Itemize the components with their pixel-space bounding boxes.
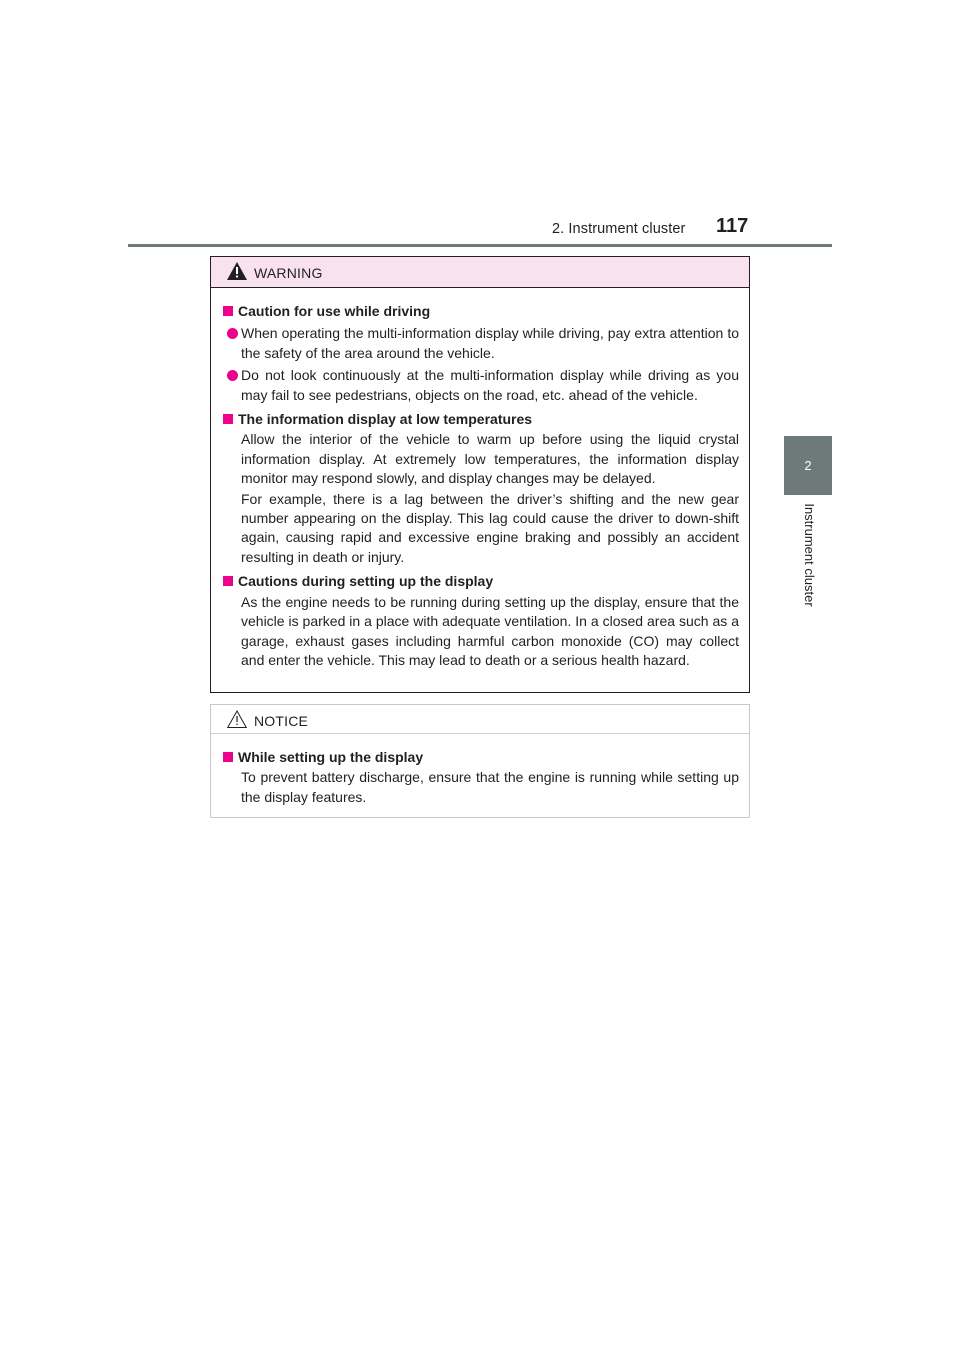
paragraph: As the engine needs to be running during setting up the display, ensure that the vehicle is parked in a place with adequate ventilation. In a closed area such as a garage, exhaust gases including harmful carbon monoxide (CO) may collect and enter the vehicle. This may lead to death or a serious health hazard. (241, 593, 739, 668)
notice-title: NOTICE (254, 713, 309, 729)
notice-section-heading: While setting up the display (221, 748, 739, 767)
square-bullet-icon (223, 576, 233, 586)
notice-header (211, 705, 749, 734)
paragraph: To prevent battery discharge, ensure that the engine is running while setting up the display features. (241, 769, 739, 805)
notice-box (210, 704, 750, 818)
warning-title: WARNING (254, 265, 323, 281)
header-divider (128, 244, 832, 247)
notice-content (211, 734, 749, 807)
notice-triangle-icon (227, 710, 247, 728)
list-item: When operating the multi-information display while driving, pay extra attention to the safety of the area around the vehicle. (221, 324, 739, 363)
paragraph: Allow the interior of the vehicle to warm up before using the liquid crystal information display. At extremely low temperatures, the information display monitor may respond slowly, and display changes may be delayed. (241, 431, 739, 487)
warning-triangle-icon (227, 262, 247, 280)
paragraph: For example, there is a lag between the driver’s shifting and the new gear number appearing on the display. This lag could cause the driver to down-shift again, causing rapid and excessive engine braking and possibly an accident resulting in death or injury. (241, 490, 739, 565)
warning-box (210, 256, 750, 693)
warning-header (211, 257, 749, 288)
section-title: 2. Instrument cluster (552, 221, 686, 237)
page-number: 117 (716, 215, 749, 237)
warning-section-heading: Caution for use while driving (221, 302, 739, 321)
warning-section-heading: The information display at low temperatures (221, 410, 739, 429)
chapter-number: 2 (804, 458, 812, 473)
warning-content (211, 288, 749, 670)
circle-bullet-icon (227, 328, 238, 339)
chapter-label: Instrument cluster (802, 503, 817, 607)
circle-bullet-icon (227, 370, 238, 381)
square-bullet-icon (223, 306, 233, 316)
warning-section-heading: Cautions during setting up the display (221, 572, 739, 591)
list-item: Do not look continuously at the multi-information display while driving as you may fail to see pedestrians, objects on the road, etc. ahead of the vehicle. (221, 366, 739, 405)
square-bullet-icon (223, 414, 233, 424)
square-bullet-icon (223, 752, 233, 762)
